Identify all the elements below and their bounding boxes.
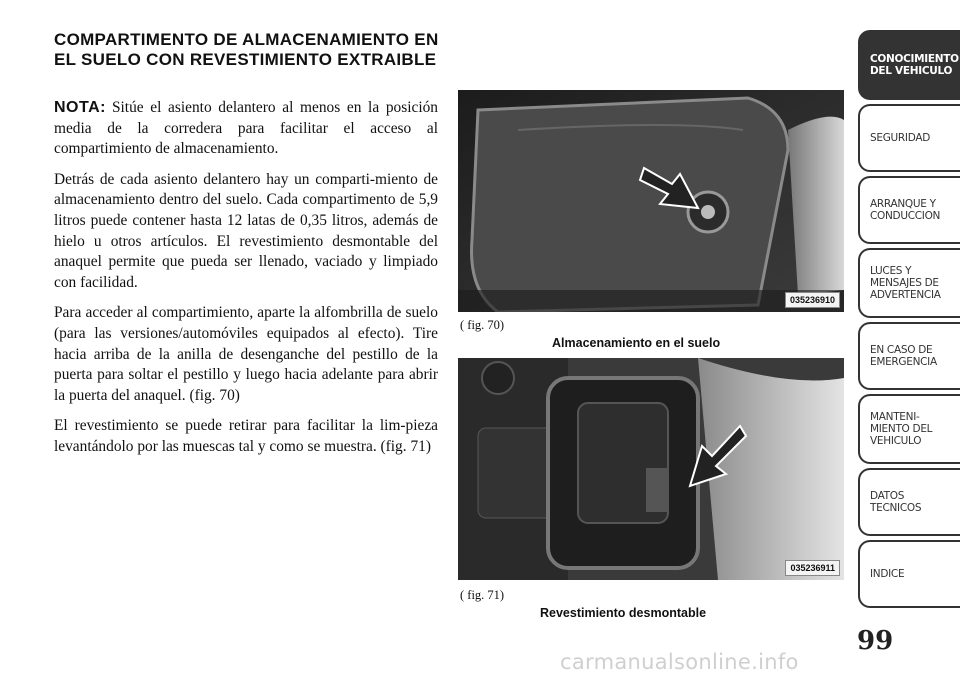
note-paragraph <box>54 98 438 160</box>
paragraph-2: Para acceder al compartimiento, aparte la alfombrilla de suelo (para las versiones/automóviles equipados al efecto). Tire hacia arriba de la anilla de desenganche del pestillo de la puerta para soltar el pestillo y luego hacia adelante para abrir la puerta del anaquel. (fig. 70) <box>54 304 438 404</box>
photo-code: 035236911 <box>785 560 840 576</box>
watermark: carmanualsonline.info <box>560 650 799 674</box>
figure-71-photo <box>458 358 844 580</box>
tab-indice[interactable] <box>858 540 960 608</box>
figure-ref: ( fig. 71) <box>460 588 505 602</box>
tab-label: SEGURIDAD <box>870 132 930 144</box>
tab-conocimiento-del-vehiculo[interactable] <box>858 30 960 100</box>
tab-label: CONOCIMIENTO DEL VEHICULO <box>870 53 959 77</box>
figure-70-photo <box>458 90 844 312</box>
paragraph-3: El revestimiento se puede retirar para facilitar la lim-pieza levantándolo por las muescas tal y como se muestra. (fig. 71) <box>54 417 438 455</box>
tab-label: MANTENI- MIENTO DEL VEHICULO <box>870 411 933 447</box>
note-text: Sitúe el asiento delantero al menos en la posición media de la corredera para facilitar el acceso al compartimiento de almacenamiento. <box>54 99 438 158</box>
section-heading: COMPARTIMENTO DE ALMACENAMIENTO EN EL SUELO CON REVESTIMIENTO EXTRAIBLE <box>54 30 439 69</box>
tab-label: LUCES Y MENSAJES DE ADVERTENCIA <box>870 265 941 301</box>
tab-luces-y-mensajes[interactable] <box>858 248 960 318</box>
tab-label: EN CASO DE EMERGENCIA <box>870 344 937 368</box>
tab-label: INDICE <box>870 568 905 580</box>
tab-seguridad[interactable] <box>858 104 960 172</box>
body-text <box>54 98 438 468</box>
chapter-tabs <box>858 30 960 612</box>
paragraph-1: Detrás de cada asiento delantero hay un comparti-miento de almacenamiento dentro del suelo. Cada compartimento de 5,9 litros puede contener hasta 12 latas de 0,35 litros, además de hielo u otros artículos. El revestimiento desmontable del anaquel permite que pueda ser llenado, vaciado y limpiado con facilidad. <box>54 170 438 291</box>
tab-en-caso-de-emergencia[interactable] <box>858 322 960 390</box>
tab-label: ARRANQUE Y CONDUCCION <box>870 198 941 222</box>
tab-datos-tecnicos[interactable] <box>858 468 960 536</box>
note-label: NOTA: <box>54 99 106 116</box>
tab-arranque-y-conduccion[interactable] <box>858 176 960 244</box>
figure-caption: Revestimiento desmontable <box>540 606 707 620</box>
floor-storage-illustration <box>458 90 844 312</box>
tab-label: DATOS TECNICOS <box>870 490 922 514</box>
tab-mantenimiento-del-vehiculo[interactable] <box>858 394 960 464</box>
page-number: 99 <box>857 626 894 656</box>
photo-code: 035236910 <box>785 292 840 308</box>
figure-caption: Almacenamiento en el suelo <box>552 336 721 350</box>
removable-liner-illustration <box>458 358 844 580</box>
figure-ref: ( fig. 70) <box>460 318 505 332</box>
